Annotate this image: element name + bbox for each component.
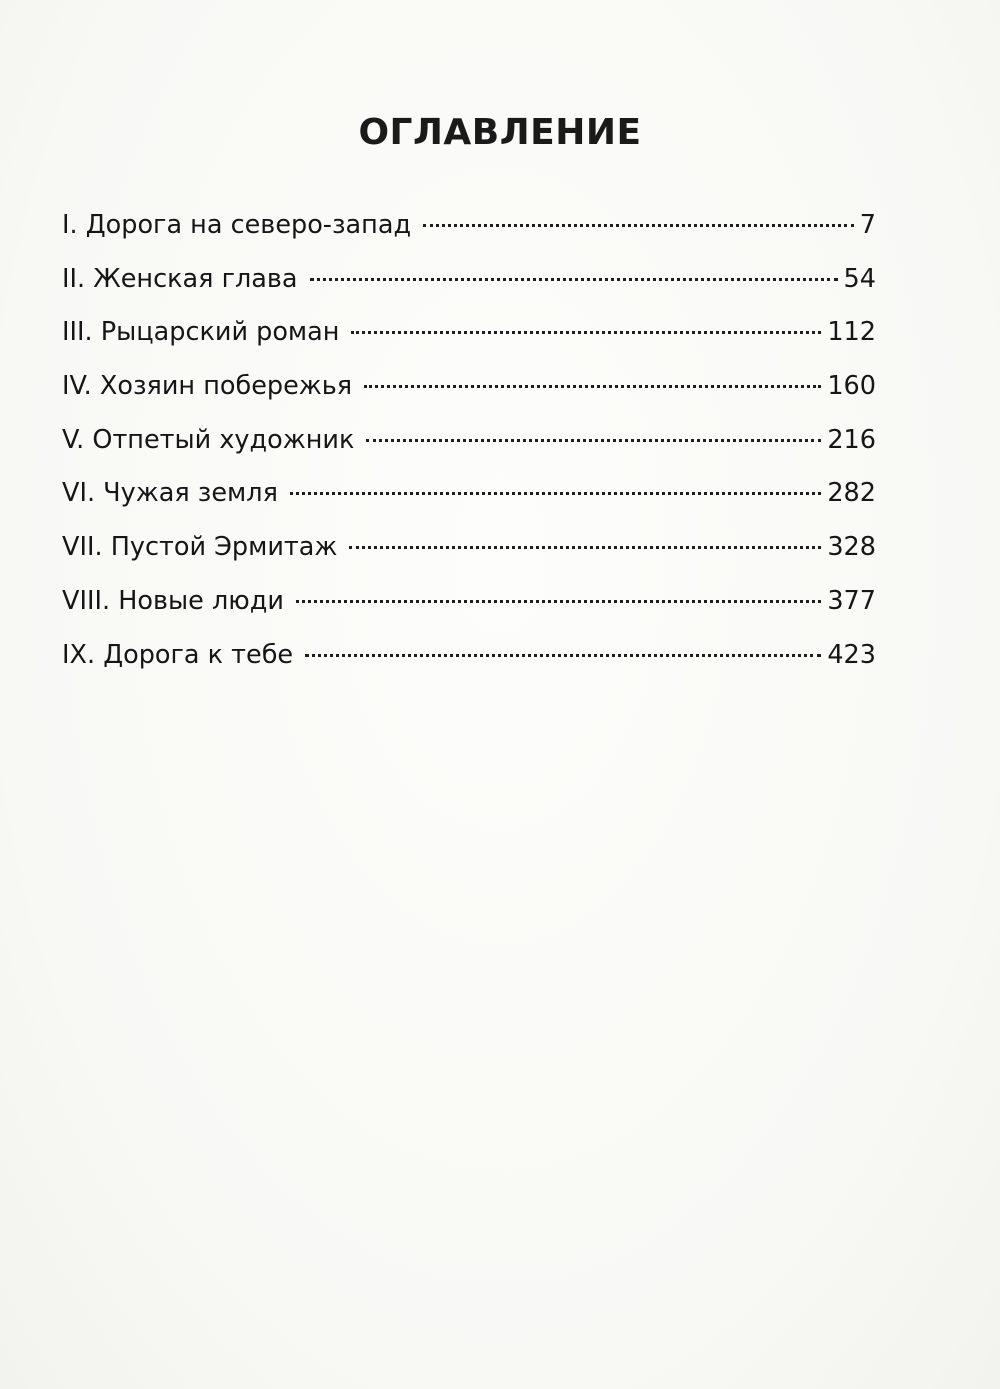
toc-entry-title: VII. Пустой Эрмитаж [62, 532, 338, 563]
dot-leader [351, 331, 821, 334]
table-of-contents [62, 205, 876, 688]
dot-leader [349, 546, 821, 549]
toc-entry-page: 328 [827, 532, 876, 563]
toc-entry-title: I. Дорога на северо-запад [62, 210, 412, 240]
dot-leader [366, 439, 821, 442]
toc-entry-title: VIII. Новые люди [62, 585, 284, 616]
toc-entry-page: 282 [827, 478, 876, 509]
dot-leader [290, 492, 821, 495]
toc-entry-7 [62, 527, 876, 581]
toc-entry-4 [62, 366, 876, 420]
dot-leader [296, 600, 821, 603]
toc-entry-page: 54 [843, 263, 876, 294]
toc-entry-title: III. Рыцарский роман [62, 317, 340, 348]
dot-leader [364, 385, 821, 388]
toc-entry-page: 216 [827, 424, 876, 455]
toc-entry-title: VI. Чужая земля [62, 478, 278, 509]
toc-entry-6 [62, 473, 876, 527]
toc-entry-page: 160 [827, 371, 876, 402]
toc-entry-title: IV. Хозяин побережья [62, 371, 353, 402]
toc-entry-page: 112 [827, 317, 876, 348]
toc-entry-title: II. Женская глава [62, 263, 298, 294]
toc-entry-9 [62, 635, 876, 689]
toc-entry-5 [62, 420, 876, 474]
toc-entry-2 [62, 259, 876, 313]
toc-entry-1 [62, 205, 876, 259]
dot-leader [305, 654, 821, 657]
page-title: ОГЛАВЛЕНИЕ [358, 112, 642, 153]
toc-entry-title: IX. Дорога к тебе [62, 639, 294, 670]
toc-entry-page: 7 [859, 210, 876, 240]
toc-entry-page: 423 [827, 639, 876, 670]
dot-leader [310, 278, 838, 281]
dot-leader [423, 224, 854, 227]
toc-entry-title: V. Отпетый художник [62, 424, 355, 455]
toc-entry-8 [62, 581, 876, 635]
toc-entry-3 [62, 312, 876, 366]
toc-entry-page: 377 [827, 585, 876, 616]
